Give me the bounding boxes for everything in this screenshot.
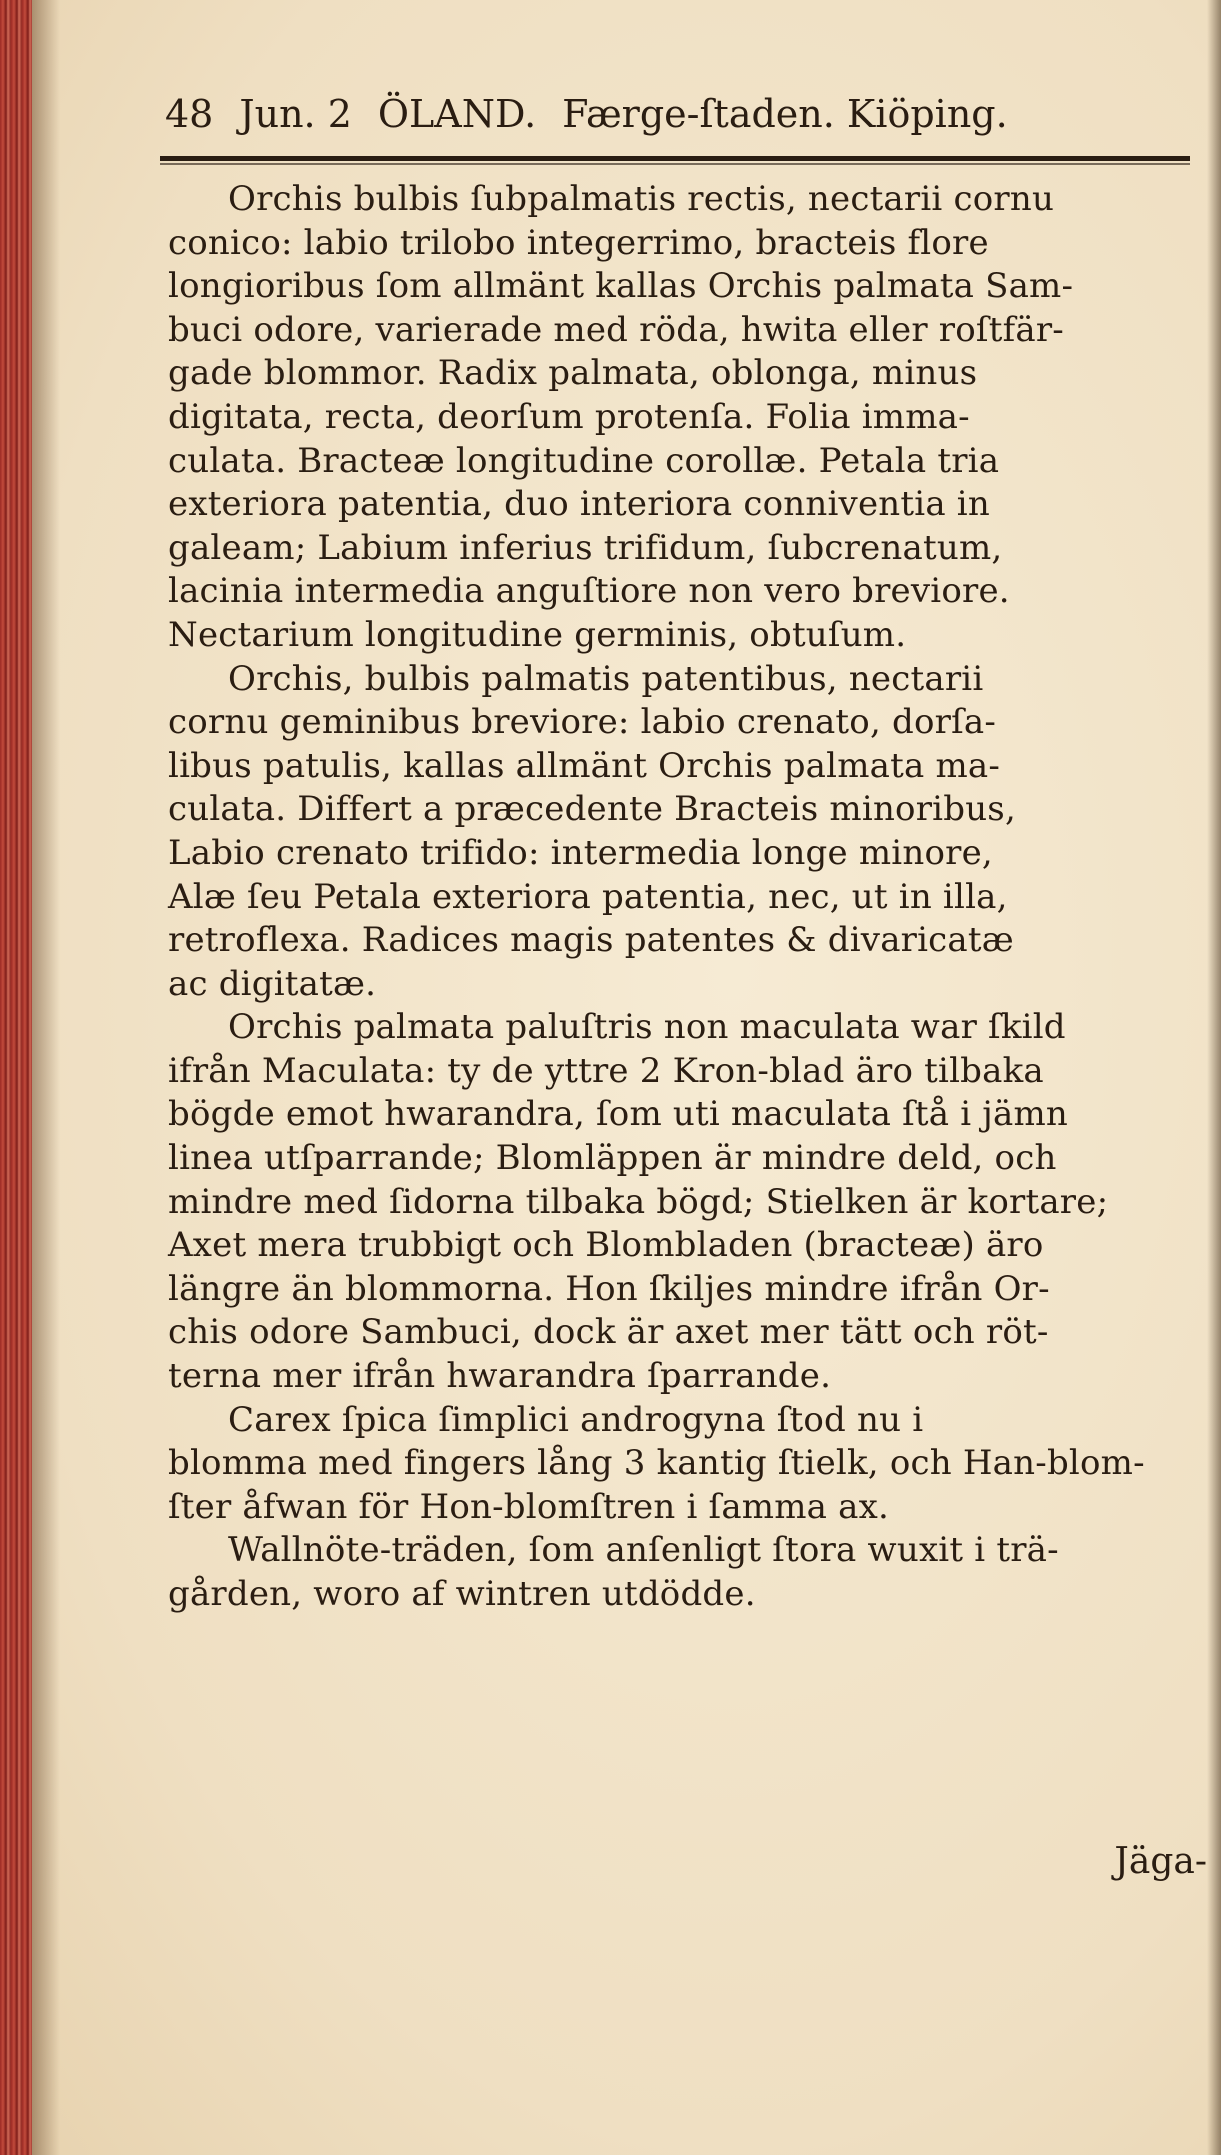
text-line: galeam; Labium inferius trifidum, ſubcrenatum, xyxy=(168,527,1003,568)
text-line: retroflexa. Radices magis patentes & divaricatæ xyxy=(168,920,1014,961)
page-edge-shadow xyxy=(1207,0,1221,2155)
book-binding xyxy=(0,0,32,2155)
text-line: lacinia intermedia anguſtiore non vero breviore. xyxy=(168,571,1010,612)
text-line: gade blommor. Radix palmata, oblonga, minus xyxy=(168,353,978,394)
catchword: Jäga- xyxy=(1114,1841,1207,1882)
text-line: Carex ſpica ſimplici androgyna ſtod nu i xyxy=(228,1399,924,1440)
text-line: längre än blommorna. Hon ſkiljes mindre ifrån Or- xyxy=(168,1268,1050,1309)
text-line: digitata, recta, deorſum protenſa. Folia imma- xyxy=(168,396,970,437)
text-line: Labio crenato trifido: intermedia longe minore, xyxy=(168,832,993,873)
text-line: terna mer ifrån hwarandra ſparrande. xyxy=(168,1356,832,1397)
text-line: conico: labio trilobo integerrimo, bracteis flore xyxy=(168,222,989,263)
header-place: ÖLAND. xyxy=(377,92,537,136)
text-line: Orchis bulbis ſubpalmatis rectis, nectarii cornu xyxy=(228,179,1055,219)
header-location: Færge-ſtaden. Kiöping. xyxy=(562,92,1008,136)
running-header xyxy=(165,92,1180,144)
text-line: ifrån Maculata: ty de yttre 2 Kron-blad äro tilbaka xyxy=(168,1050,1044,1091)
text-line: libus patulis, kallas allmänt Orchis palmata ma- xyxy=(168,745,1001,786)
header-rule xyxy=(160,156,1190,161)
text-line: exteriora patentia, duo interiora conniventia in xyxy=(168,484,990,525)
text-line: Nectarium longitudine germinis, obtuſum. xyxy=(168,614,907,655)
text-line: blomma med fingers lång 3 kantig ſtielk, och Han-blom- xyxy=(168,1443,1145,1484)
page-number: 48 xyxy=(165,92,214,136)
text-line: ſter åfwan för Hon-blomſtren i ſamma ax. xyxy=(168,1486,890,1527)
text-line: culata. Differt a præcedente Bracteis minoribus, xyxy=(168,789,1016,830)
text-line: Wallnöte-träden, ſom anſenligt ſtora wuxit i trä- xyxy=(228,1530,1059,1571)
header-date: Jun. 2 xyxy=(239,92,352,136)
text-line: culata. Bracteæ longitudine corollæ. Petala tria xyxy=(168,440,1000,481)
text-line: longioribus ſom allmänt kallas Orchis palmata Sam- xyxy=(168,266,1074,307)
text-line: Axet mera trubbigt och Blombladen (bracteæ) äro xyxy=(168,1225,1044,1266)
header-rule-thin xyxy=(160,163,1190,165)
page-text xyxy=(168,178,1198,1617)
text-line: linea utſparrande; Blomläppen är mindre deld, och xyxy=(168,1138,1057,1179)
text-line: buci odore, varierade med röda, hwita eller roſtfär- xyxy=(168,309,1064,350)
text-line: ac digitatæ. xyxy=(168,963,377,1004)
text-line: Orchis palmata paluſtris non maculata war ſkild xyxy=(228,1007,1066,1048)
text-line: gården, woro af wintren utdödde. xyxy=(168,1574,756,1614)
text-line: chis odore Sambuci, dock är axet mer tätt och röt- xyxy=(168,1312,1049,1353)
text-line: Orchis, bulbis palmatis patentibus, nectarii xyxy=(228,658,984,699)
text-line: mindre med ſidorna tilbaka bögd; Stielken är kortare; xyxy=(168,1181,1109,1222)
gutter-shadow xyxy=(32,0,60,2155)
text-line: Alæ ſeu Petala exteriora patentia, nec, ut in illa, xyxy=(168,876,1008,917)
text-line: bögde emot hwarandra, ſom uti maculata ſtå i jämn xyxy=(168,1094,1069,1135)
text-line: cornu geminibus breviore: labio crenato, dorſa- xyxy=(168,702,997,743)
